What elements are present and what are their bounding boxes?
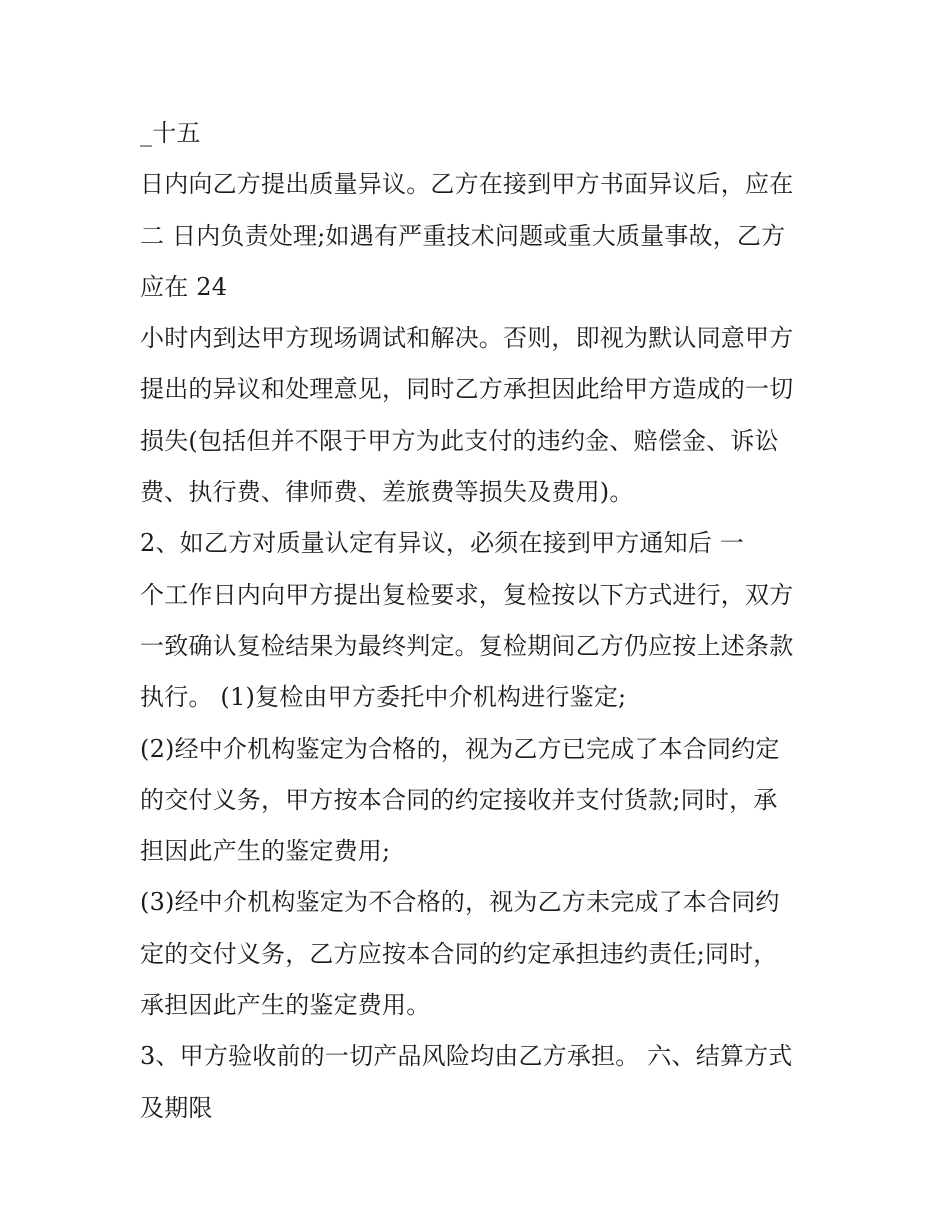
text-line: 担因此产生的鉴定费用; — [140, 837, 391, 866]
text-line: 执行。 (1)复检由甲方委托中介机构进行鉴定; — [140, 683, 627, 712]
text-line: 3、甲方验收前的一切产品风险均由乙方承担。 六、结算方式 — [140, 1042, 793, 1071]
text-line: (3)经中介机构鉴定为不合格的，视为乙方未完成了本合同约 — [140, 888, 780, 917]
text-line: (2)经中介机构鉴定为合格的，视为乙方已完成了本合同约定 — [140, 734, 780, 763]
text-line: 损失(包括但并不限于甲方为此支付的违约金、赔偿金、诉讼 — [140, 426, 779, 455]
text-line: 及期限 — [140, 1093, 213, 1122]
text-line: 二 日内负责处理;如遇有严重技术问题或重大质量事故，乙方 — [140, 221, 786, 250]
text-line: 的交付义务，甲方按本合同的约定接收并支付货款;同时，承 — [140, 785, 778, 814]
text-line: 个工作日内向甲方提出复检要求，复检按以下方式进行，双方 — [140, 580, 794, 609]
text-line: _十五 — [140, 119, 201, 147]
text-line: 日内向乙方提出质量异议。乙方在接到甲方书面异议后，应在 — [140, 170, 794, 199]
text-line: 2、如乙方对质量认定有异议，必须在接到甲方通知后 一 — [140, 529, 745, 558]
text-line: 提出的异议和处理意见，同时乙方承担因此给甲方造成的一切 — [140, 375, 794, 404]
text-line: 定的交付义务，乙方应按本合同的约定承担违约责任;同时， — [140, 939, 778, 968]
text-line: 费、执行费、律师费、差旅费等损失及费用)。 — [140, 478, 634, 507]
text-line: 承担因此产生的鉴定费用。 — [140, 991, 431, 1020]
document-body — [140, 108, 830, 1134]
text-line: 一致确认复检结果为最终判定。复检期间乙方仍应按上述条款 — [140, 631, 794, 660]
text-line: 应在 24 — [140, 272, 228, 301]
text-line: 小时内到达甲方现场调试和解决。否则，即视为默认同意甲方 — [140, 324, 794, 353]
